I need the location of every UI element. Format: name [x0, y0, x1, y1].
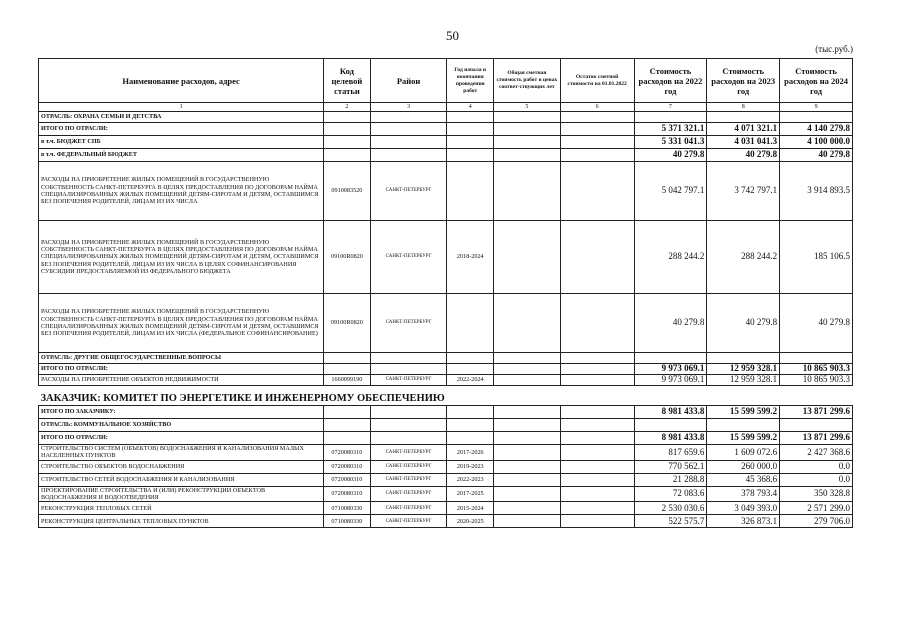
- row-code: [324, 123, 371, 136]
- row-district: САНКТ-ПЕТЕРБУРГ: [370, 294, 447, 353]
- header-years: Год начала и окончания проведения работ: [447, 59, 494, 103]
- row-district: [370, 364, 447, 375]
- section-row: [39, 386, 853, 406]
- row-cost-2024: 13 871 299.6: [780, 432, 853, 445]
- row-cost-2024: [780, 112, 853, 123]
- row-total-cost: [493, 486, 560, 502]
- row-district: САНКТ-ПЕТЕРБУРГ: [370, 221, 447, 294]
- row-cost-2024: [780, 353, 853, 364]
- column-number: 2: [324, 103, 371, 112]
- row-code: 0720080310: [324, 445, 371, 461]
- row-cost-2024: [780, 419, 853, 432]
- table-row: [39, 123, 853, 136]
- row-name: ИТОГО ПО ОТРАСЛИ:: [39, 432, 324, 445]
- row-district: САНКТ-ПЕТЕРБУРГ: [370, 375, 447, 386]
- row-total-cost: [493, 515, 560, 528]
- table-row: [39, 162, 853, 221]
- row-cost-2022: 288 244.2: [634, 221, 707, 294]
- row-years: [447, 112, 494, 123]
- row-total-cost: [493, 162, 560, 221]
- row-cost-2022: 8 981 433.8: [634, 406, 707, 419]
- table-row: [39, 136, 853, 149]
- row-years: 2020-2025: [447, 515, 494, 528]
- row-total-cost: [493, 419, 560, 432]
- column-number: 4: [447, 103, 494, 112]
- row-name: ОТРАСЛЬ: КОММУНАЛЬНОЕ ХОЗЯЙСТВО: [39, 419, 324, 432]
- row-cost-2022: [634, 353, 707, 364]
- row-district: САНКТ-ПЕТЕРБУРГ: [370, 460, 447, 473]
- row-name: ПРОЕКТИРОВАНИЕ СТРОИТЕЛЬСТВА И (ИЛИ) РЕКОНСТРУКЦИИ ОБЪЕКТОВ ВОДОСНАБЖЕНИЯ И ВОДООТВЕДЕНИЯ: [39, 486, 324, 502]
- row-cost-2023: 4 071 321.1: [707, 123, 780, 136]
- row-cost-2023: 3 742 797.1: [707, 162, 780, 221]
- row-years: [447, 364, 494, 375]
- row-total-cost: [493, 136, 560, 149]
- row-district: САНКТ-ПЕТЕРБУРГ: [370, 515, 447, 528]
- row-district: САНКТ-ПЕТЕРБУРГ: [370, 445, 447, 461]
- row-cost-2022: [634, 419, 707, 432]
- row-remainder: [560, 221, 634, 294]
- table-row: [39, 502, 853, 515]
- row-cost-2022: 5 042 797.1: [634, 162, 707, 221]
- row-code: [324, 432, 371, 445]
- row-name: СТРОИТЕЛЬСТВО СИСТЕМ (ОБЪЕКТОВ) ВОДОСНАБЖЕНИЯ И КАНАЛИЗОВАНИЯ МАЛЫХ НАСЕЛЕННЫХ ПУНКТОВ: [39, 445, 324, 461]
- row-cost-2022: 5 331 041.3: [634, 136, 707, 149]
- row-code: 0710080330: [324, 515, 371, 528]
- row-name: ИТОГО ПО ОТРАСЛИ:: [39, 364, 324, 375]
- unit-label: (тыс.руб.): [815, 44, 853, 54]
- row-cost-2024: 40 279.8: [780, 149, 853, 162]
- row-cost-2024: 2 571 299.0: [780, 502, 853, 515]
- row-cost-2022: 522 575.7: [634, 515, 707, 528]
- row-years: 2019-2023: [447, 460, 494, 473]
- row-district: САНКТ-ПЕТЕРБУРГ: [370, 486, 447, 502]
- expenses-table: [38, 58, 853, 528]
- row-name: ОТРАСЛЬ: ДРУГИЕ ОБЩЕГОСУДАРСТВЕННЫЕ ВОПРОСЫ: [39, 353, 324, 364]
- row-years: [447, 419, 494, 432]
- row-remainder: [560, 445, 634, 461]
- row-remainder: [560, 123, 634, 136]
- row-remainder: [560, 419, 634, 432]
- row-remainder: [560, 364, 634, 375]
- row-cost-2022: 5 371 321.1: [634, 123, 707, 136]
- row-cost-2023: 12 959 328.1: [707, 364, 780, 375]
- row-name: ИТОГО ПО ЗАКАЗЧИКУ:: [39, 406, 324, 419]
- row-cost-2022: 817 659.6: [634, 445, 707, 461]
- row-cost-2024: 13 871 299.6: [780, 406, 853, 419]
- row-years: 2022-2024: [447, 375, 494, 386]
- column-number-row: [39, 103, 853, 112]
- row-cost-2022: 72 083.6: [634, 486, 707, 502]
- column-number: 6: [560, 103, 634, 112]
- section-title: ЗАКАЗЧИК: КОМИТЕТ ПО ЭНЕРГЕТИКЕ И ИНЖЕНЕРНОМУ ОБЕСПЕЧЕНИЮ: [39, 386, 853, 406]
- table-row: [39, 406, 853, 419]
- row-code: 0720080310: [324, 460, 371, 473]
- row-remainder: [560, 353, 634, 364]
- row-name: в т.ч. БЮДЖЕТ СПБ: [39, 136, 324, 149]
- row-cost-2023: 288 244.2: [707, 221, 780, 294]
- row-cost-2023: 12 959 328.1: [707, 375, 780, 386]
- row-years: [447, 136, 494, 149]
- row-remainder: [560, 112, 634, 123]
- column-number: 1: [39, 103, 324, 112]
- row-total-cost: [493, 353, 560, 364]
- row-cost-2024: 350 328.8: [780, 486, 853, 502]
- table-row: [39, 515, 853, 528]
- row-remainder: [560, 406, 634, 419]
- row-total-cost: [493, 364, 560, 375]
- row-district: [370, 432, 447, 445]
- header-remainder: Остаток сметной стоимости на 01.01.2022: [560, 59, 634, 103]
- table-body-1: [39, 112, 853, 386]
- row-code: [324, 353, 371, 364]
- row-cost-2024: 0.0: [780, 460, 853, 473]
- row-district: [370, 353, 447, 364]
- table-row: [39, 473, 853, 486]
- row-cost-2023: 378 793.4: [707, 486, 780, 502]
- table-row: [39, 419, 853, 432]
- table-row: [39, 294, 853, 353]
- header-code: Код целевой статьи: [324, 59, 371, 103]
- column-number: 5: [493, 103, 560, 112]
- row-cost-2022: 8 981 433.8: [634, 432, 707, 445]
- row-cost-2024: 4 140 279.8: [780, 123, 853, 136]
- row-district: [370, 406, 447, 419]
- row-remainder: [560, 375, 634, 386]
- table-row: [39, 432, 853, 445]
- row-remainder: [560, 460, 634, 473]
- row-code: [324, 149, 371, 162]
- row-cost-2023: 260 000.0: [707, 460, 780, 473]
- row-code: 09100R0820: [324, 294, 371, 353]
- header-cost-2022: Стоимость расходов на 2022 год: [634, 59, 707, 103]
- row-code: [324, 364, 371, 375]
- row-cost-2022: 9 973 069.1: [634, 375, 707, 386]
- row-cost-2022: 9 973 069.1: [634, 364, 707, 375]
- row-district: [370, 112, 447, 123]
- column-number: 7: [634, 103, 707, 112]
- column-number: 3: [370, 103, 447, 112]
- row-total-cost: [493, 406, 560, 419]
- row-cost-2022: 21 288.8: [634, 473, 707, 486]
- row-name: СТРОИТЕЛЬСТВО ОБЪЕКТОВ ВОДОСНАБЖЕНИЯ: [39, 460, 324, 473]
- row-name: в т.ч. ФЕДЕРАЛЬНЫЙ БЮДЖЕТ: [39, 149, 324, 162]
- row-years: [447, 123, 494, 136]
- row-remainder: [560, 136, 634, 149]
- row-cost-2024: 185 106.5: [780, 221, 853, 294]
- row-cost-2023: 326 873.1: [707, 515, 780, 528]
- row-code: 0910083520: [324, 162, 371, 221]
- row-remainder: [560, 162, 634, 221]
- row-cost-2024: 4 100 000.0: [780, 136, 853, 149]
- table-row: [39, 149, 853, 162]
- table-row: [39, 375, 853, 386]
- row-cost-2023: 1 609 072.6: [707, 445, 780, 461]
- row-district: [370, 149, 447, 162]
- row-code: [324, 406, 371, 419]
- row-years: 2017-2025: [447, 486, 494, 502]
- row-code: [324, 112, 371, 123]
- row-remainder: [560, 486, 634, 502]
- header-cost-2024: Стоимость расходов на 2024 год: [780, 59, 853, 103]
- page-number: 50: [446, 28, 459, 43]
- row-cost-2022: 40 279.8: [634, 149, 707, 162]
- row-cost-2023: [707, 112, 780, 123]
- row-cost-2023: [707, 353, 780, 364]
- row-cost-2024: 40 279.8: [780, 294, 853, 353]
- row-cost-2023: 4 031 041.3: [707, 136, 780, 149]
- row-cost-2023: 15 599 599.2: [707, 406, 780, 419]
- row-remainder: [560, 149, 634, 162]
- row-district: [370, 123, 447, 136]
- column-number: 8: [707, 103, 780, 112]
- row-cost-2024: 3 914 893.5: [780, 162, 853, 221]
- row-total-cost: [493, 502, 560, 515]
- row-cost-2024: 279 706.0: [780, 515, 853, 528]
- row-name: СТРОИТЕЛЬСТВО СЕТЕЙ ВОДОСНАБЖЕНИЯ И КАНАЛИЗОВАНИЯ: [39, 473, 324, 486]
- row-remainder: [560, 294, 634, 353]
- row-total-cost: [493, 445, 560, 461]
- table-row: [39, 364, 853, 375]
- row-years: [447, 162, 494, 221]
- header-district: Район: [370, 59, 447, 103]
- row-years: [447, 406, 494, 419]
- table-row: [39, 445, 853, 461]
- row-total-cost: [493, 294, 560, 353]
- row-cost-2024: 0.0: [780, 473, 853, 486]
- row-name: РАСХОДЫ НА ПРИОБРЕТЕНИЕ ЖИЛЫХ ПОМЕЩЕНИЙ В ГОСУДАРСТВЕННУЮ СОБСТВЕННОСТЬ САНКТ-ПЕТЕРБУРГА В ЦЕЛЯХ ПРЕДОСТАВЛЕНИЯ ПО ДОГОВОРАМ НАЙМА СПЕЦИАЛИЗИРОВАННЫХ ЖИЛЫХ ПОМЕЩЕНИЙ ДЕТЯМ-СИРОТАМ И ДЕТЯМ, ОСТАВШИМСЯ БЕЗ ПОПЕЧЕНИЯ РОДИТЕЛЕЙ, ЛИЦАМ ИЗ ИХ ЧИСЛА В ЦЕЛЯХ СОФИНАНСИРОВАНИЯ СУБСИДИИ ПРЕДОСТАВЛЯЕМОЙ ИЗ ФЕДЕРАЛЬНОГО БЮДЖЕТА: [39, 221, 324, 294]
- table-row: [39, 353, 853, 364]
- row-name: ОТРАСЛЬ: ОХРАНА СЕМЬИ И ДЕТСТВА: [39, 112, 324, 123]
- row-name: РАСХОДЫ НА ПРИОБРЕТЕНИЕ ОБЪЕКТОВ НЕДВИЖИМОСТИ: [39, 375, 324, 386]
- table-row: [39, 112, 853, 123]
- row-cost-2024: 10 865 903.3: [780, 364, 853, 375]
- row-code: 0710080330: [324, 502, 371, 515]
- row-cost-2023: 3 049 393.0: [707, 502, 780, 515]
- row-cost-2023: [707, 419, 780, 432]
- row-years: 2018-2024: [447, 221, 494, 294]
- row-remainder: [560, 502, 634, 515]
- row-remainder: [560, 473, 634, 486]
- row-years: [447, 294, 494, 353]
- row-cost-2024: 10 865 903.3: [780, 375, 853, 386]
- row-name: РАСХОДЫ НА ПРИОБРЕТЕНИЕ ЖИЛЫХ ПОМЕЩЕНИЙ В ГОСУДАРСТВЕННУЮ СОБСТВЕННОСТЬ САНКТ-ПЕТЕРБУРГА В ЦЕЛЯХ ПРЕДОСТАВЛЕНИЯ ПО ДОГОВОРАМ НАЙМА СПЕЦИАЛИЗИРОВАННЫХ ЖИЛЫХ ПОМЕЩЕНИЙ ДЕТЯМ-СИРОТАМ И ДЕТЯМ, ОСТАВШИМСЯ БЕЗ ПОПЕЧЕНИЯ РОДИТЕЛЕЙ, ЛИЦАМ ИЗ ИХ ЧИСЛА (ФЕДЕРАЛЬНОЕ СОФИНАНСИРОВАНИЕ): [39, 294, 324, 353]
- row-years: 2015-2024: [447, 502, 494, 515]
- row-code: 09100R0820: [324, 221, 371, 294]
- row-district: САНКТ-ПЕТЕРБУРГ: [370, 162, 447, 221]
- row-cost-2022: 40 279.8: [634, 294, 707, 353]
- row-name: РЕКОНСТРУКЦИЯ ТЕПЛОВЫХ СЕТЕЙ: [39, 502, 324, 515]
- row-cost-2023: 40 279.8: [707, 294, 780, 353]
- row-total-cost: [493, 473, 560, 486]
- header-row: [39, 59, 853, 103]
- row-district: [370, 136, 447, 149]
- header-total-cost: Общая сметная стоимость работ в ценах соответ-ствующих лет: [493, 59, 560, 103]
- row-name: РЕКОНСТРУКЦИЯ ЦЕНТРАЛЬНЫХ ТЕПЛОВЫХ ПУНКТОВ: [39, 515, 324, 528]
- header-name: Наименование расходов, адрес: [39, 59, 324, 103]
- row-name: РАСХОДЫ НА ПРИОБРЕТЕНИЕ ЖИЛЫХ ПОМЕЩЕНИЙ В ГОСУДАРСТВЕННУЮ СОБСТВЕННОСТЬ САНКТ-ПЕТЕРБУРГА В ЦЕЛЯХ ПРЕДОСТАВЛЕНИЯ ПО ДОГОВОРАМ НАЙМА СПЕЦИАЛИЗИРОВАННЫХ ЖИЛЫХ ПОМЕЩЕНИЙ ДЕТЯМ-СИРОТАМ И ДЕТЯМ, ОСТАВШИМСЯ БЕЗ ПОПЕЧЕНИЯ РОДИТЕЛЕЙ, ЛИЦАМ ИЗ ИХ ЧИСЛА: [39, 162, 324, 221]
- row-total-cost: [493, 375, 560, 386]
- row-code: 0720080310: [324, 486, 371, 502]
- row-total-cost: [493, 123, 560, 136]
- row-years: [447, 149, 494, 162]
- row-district: [370, 419, 447, 432]
- row-years: [447, 353, 494, 364]
- row-total-cost: [493, 460, 560, 473]
- row-district: САНКТ-ПЕТЕРБУРГ: [370, 473, 447, 486]
- column-number: 9: [780, 103, 853, 112]
- header-cost-2023: Стоимость расходов на 2023 год: [707, 59, 780, 103]
- row-code: [324, 419, 371, 432]
- row-total-cost: [493, 221, 560, 294]
- row-years: 2017-2026: [447, 445, 494, 461]
- row-remainder: [560, 515, 634, 528]
- row-years: 2022-2023: [447, 473, 494, 486]
- table-row: [39, 486, 853, 502]
- table-body-2: [39, 406, 853, 528]
- table-row: [39, 221, 853, 294]
- row-total-cost: [493, 112, 560, 123]
- row-cost-2023: 45 368.6: [707, 473, 780, 486]
- row-code: 0720080310: [324, 473, 371, 486]
- table-row: [39, 460, 853, 473]
- row-cost-2022: [634, 112, 707, 123]
- row-code: [324, 136, 371, 149]
- row-years: [447, 432, 494, 445]
- row-cost-2023: 40 279.8: [707, 149, 780, 162]
- row-name: ИТОГО ПО ОТРАСЛИ:: [39, 123, 324, 136]
- row-total-cost: [493, 149, 560, 162]
- section-block: [39, 386, 853, 406]
- row-cost-2022: 2 530 030.6: [634, 502, 707, 515]
- row-cost-2023: 15 599 599.2: [707, 432, 780, 445]
- row-cost-2022: 770 562.1: [634, 460, 707, 473]
- row-code: 1660099190: [324, 375, 371, 386]
- row-total-cost: [493, 432, 560, 445]
- row-remainder: [560, 432, 634, 445]
- row-cost-2024: 2 427 368.6: [780, 445, 853, 461]
- row-district: САНКТ-ПЕТЕРБУРГ: [370, 502, 447, 515]
